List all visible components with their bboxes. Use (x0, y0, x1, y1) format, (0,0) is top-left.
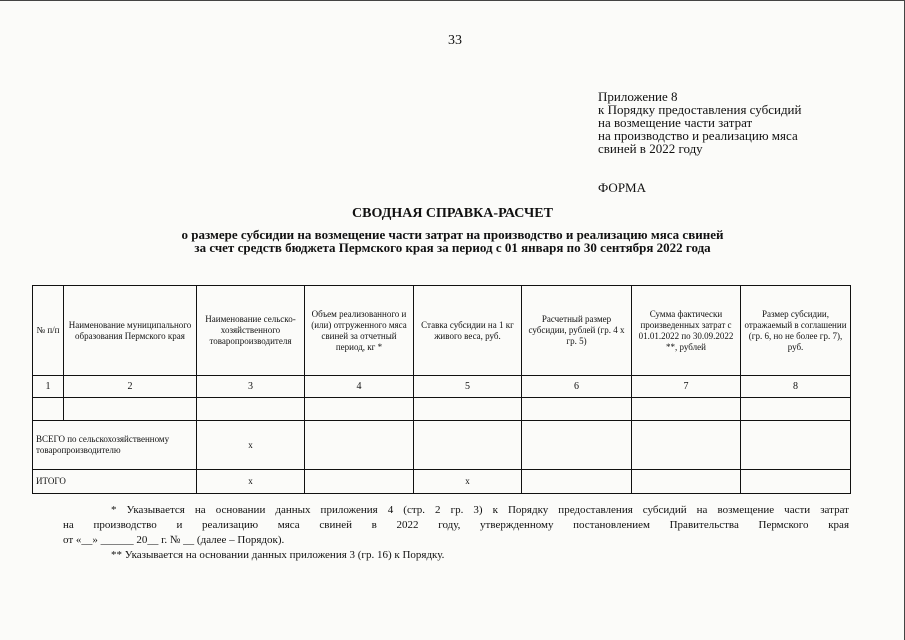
table-cell (414, 398, 522, 421)
table-cell (522, 421, 632, 470)
table-cell (305, 421, 414, 470)
page-number: 33 (448, 33, 462, 48)
form-label: ФОРМА (598, 180, 646, 195)
itogo-col3: х (197, 470, 305, 494)
calculation-table (32, 285, 851, 494)
itogo-col5: х (414, 470, 522, 494)
header-cell: Ставка субсидии на 1 кг живого веса, руб. (414, 286, 522, 376)
table-cell (522, 398, 632, 421)
column-number: 3 (197, 376, 305, 398)
total-row (33, 421, 851, 470)
column-number: 7 (632, 376, 741, 398)
column-number: 6 (522, 376, 632, 398)
header-cell: Наименование сельско-хозяйственного товаропроизводителя (197, 286, 305, 376)
appendix-line: на возмещение части затрат (598, 115, 753, 130)
appendix-line: Приложение 8 (598, 89, 678, 104)
table-row (33, 398, 851, 421)
column-number-row (33, 376, 851, 398)
total-col3: х (197, 421, 305, 470)
table-cell (305, 398, 414, 421)
itogo-label: ИТОГО (33, 470, 197, 494)
header-cell: № п/п (33, 286, 64, 376)
column-number: 4 (305, 376, 414, 398)
header-cell: Размер субсидии, отражаемый в соглашении (гр. 6, но не более гр. 7), руб. (741, 286, 851, 376)
header-cell: Наименование муниципального образования Пермского края (64, 286, 197, 376)
footnote-1-line-1: * Указывается на основании данных приложения 4 (стр. 2 гр. 3) к Порядку предоставления субсидий на возмещение части затрат (111, 504, 849, 516)
table-cell (632, 421, 741, 470)
table-cell (522, 470, 632, 494)
column-number: 1 (33, 376, 64, 398)
page-border-top (0, 0, 905, 1)
table-cell (741, 421, 851, 470)
table-cell (197, 398, 305, 421)
footnote-2: ** Указывается на основании данных приложения 3 (гр. 16) к Порядку. (111, 549, 445, 561)
appendix-line: на производство и реализацию мяса (598, 128, 798, 143)
subtitle-line-1: о размере субсидии на возмещение части затрат на производство и реализацию мяса свиней (181, 227, 724, 242)
table-cell (64, 398, 197, 421)
appendix-line: свиней в 2022 году (598, 141, 703, 156)
table-cell (33, 398, 64, 421)
footnote-1-line-3: от «__» ______ 20__ г. № __ (далее – Порядок). (63, 534, 285, 546)
footnotes (63, 503, 849, 563)
document-subtitle (0, 228, 905, 254)
document-title: СВОДНАЯ СПРАВКА-РАСЧЕТ (352, 206, 553, 221)
table-cell (414, 421, 522, 470)
subtitle-line-2: за счет средств бюджета Пермского края за период с 01 января по 30 сентября 2022 года (194, 240, 711, 255)
table-cell (305, 470, 414, 494)
itogo-row (33, 470, 851, 494)
header-cell: Объем реализованного и (или) отгруженного мяса свиней за отчетный период, кг * (305, 286, 414, 376)
table-header-row (33, 286, 851, 376)
column-number: 2 (64, 376, 197, 398)
footnote-1-line-2: на производство и реализацию мяса свиней в 2022 году, утвержденному постановлением Правительства Пермского края (63, 519, 849, 531)
header-cell: Сумма фактически произведенных затрат с 01.01.2022 по 30.09.2022 **, рублей (632, 286, 741, 376)
header-cell: Расчетный размер субсидии, рублей (гр. 4 х гр. 5) (522, 286, 632, 376)
appendix-line: к Порядку предоставления субсидий (598, 102, 802, 117)
table-cell (632, 398, 741, 421)
column-number: 5 (414, 376, 522, 398)
column-number: 8 (741, 376, 851, 398)
appendix-block (598, 90, 801, 155)
table-cell (741, 398, 851, 421)
table-cell (741, 470, 851, 494)
total-label: ВСЕГО по сельскохозяйственному товаропроизводителю (33, 421, 197, 470)
table-cell (632, 470, 741, 494)
